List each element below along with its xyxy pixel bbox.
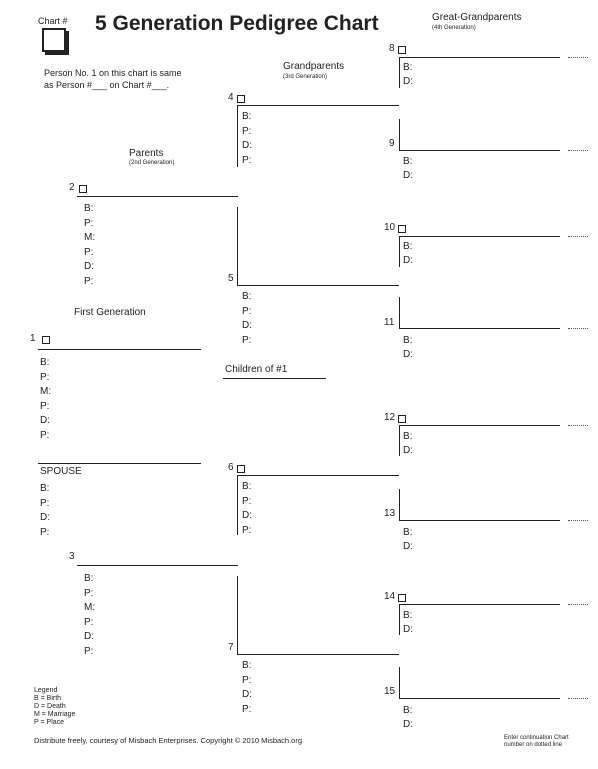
person-9-continuation[interactable] xyxy=(568,150,588,151)
person-12-name-line[interactable] xyxy=(399,425,560,426)
spouse-label: SPOUSE xyxy=(40,466,82,477)
great-grandparents-heading: Great-Grandparents xyxy=(432,12,522,23)
person-2-name-line[interactable] xyxy=(77,196,238,197)
chart-number-box[interactable] xyxy=(42,28,66,52)
spouse-name-line[interactable] xyxy=(38,463,201,464)
legend: Legend B = Birth D = Death M = Marriage P = Place xyxy=(34,687,76,726)
person-11-fields: B: D: xyxy=(403,335,413,360)
person-1-checkbox[interactable] xyxy=(40,336,50,347)
person-1-number: 1 xyxy=(30,333,36,344)
grandparents-heading: Grandparents xyxy=(283,61,345,72)
person-12-bracket xyxy=(399,425,400,456)
footer-credit: Distribute freely, courtesy of Misbach Enterprises. Copyright © 2010 Misbach.org xyxy=(34,736,303,745)
person-10-checkbox[interactable] xyxy=(396,225,406,236)
person-7-name-line[interactable] xyxy=(237,654,399,655)
person-11-bracket xyxy=(399,297,400,328)
person-11-number: 11 xyxy=(384,317,395,328)
person-12-fields: B: D: xyxy=(403,431,413,456)
parents-sub: (2nd Generation) xyxy=(129,160,175,166)
person-14-fields: B: D: xyxy=(403,610,413,635)
person-8-bracket xyxy=(399,57,400,88)
person-14-number: 14 xyxy=(384,591,396,602)
person-3-name-line[interactable] xyxy=(77,565,238,566)
person-6-fields: B: P: D: P: xyxy=(242,481,252,536)
person-14-name-line[interactable] xyxy=(399,604,560,605)
person-15-number: 15 xyxy=(384,686,396,697)
person-6-name-line[interactable] xyxy=(237,475,399,476)
children-heading: Children of #1 xyxy=(225,364,288,375)
person-8-checkbox[interactable] xyxy=(396,46,406,57)
person-6-number: 6 xyxy=(228,462,234,473)
person-3-number: 3 xyxy=(69,551,75,562)
person-5-fields: B: P: D: P: xyxy=(242,291,252,346)
person-10-fields: B: D: xyxy=(403,241,413,266)
parents-heading: Parents xyxy=(129,148,164,159)
person-7-fields: B: P: D: P: xyxy=(242,660,252,715)
person-9-number: 9 xyxy=(389,138,395,149)
person-7-number: 7 xyxy=(228,642,234,653)
person-note-line1: Person No. 1 on this chart is same xyxy=(44,68,182,78)
person-4-bracket xyxy=(237,105,238,167)
person-5-name-line[interactable] xyxy=(237,285,399,286)
person-15-name-line[interactable] xyxy=(399,698,560,699)
person-10-bracket xyxy=(399,236,400,267)
person-10-continuation[interactable] xyxy=(568,236,588,237)
person-15-bracket xyxy=(399,667,400,698)
chart-number-label: Chart # xyxy=(38,16,68,26)
person-9-fields: B: D: xyxy=(403,156,413,181)
person-15-continuation[interactable] xyxy=(568,698,588,699)
first-generation-heading: First Generation xyxy=(74,307,146,318)
person-13-bracket xyxy=(399,489,400,520)
person-11-name-line[interactable] xyxy=(399,328,560,329)
person-5-number: 5 xyxy=(228,273,234,284)
person-6-bracket xyxy=(237,475,238,535)
page-title: 5 Generation Pedigree Chart xyxy=(95,12,379,35)
person-2-number: 2 xyxy=(69,182,75,193)
person-13-fields: B: D: xyxy=(403,527,413,552)
person-4-name-line[interactable] xyxy=(237,105,399,106)
person-1-fields: B: P: M: P: D: P: xyxy=(40,357,52,441)
grandparents-sub: (3rd Generation) xyxy=(283,74,328,80)
person-13-number: 13 xyxy=(384,508,396,519)
footer-continuation-line1: Enter continuation Chart xyxy=(504,735,569,741)
person-12-number: 12 xyxy=(384,412,396,423)
person-13-continuation[interactable] xyxy=(568,520,588,521)
person-8-fields: B: D: xyxy=(403,62,413,87)
person-9-bracket xyxy=(399,119,400,150)
person-15-fields: B: D: xyxy=(403,705,413,730)
person-7-bracket xyxy=(237,576,238,654)
person-11-continuation[interactable] xyxy=(568,328,588,329)
children-line[interactable] xyxy=(223,378,326,379)
person-3-fields: B: P: M: P: D: P: xyxy=(84,573,96,657)
person-2-fields: B: P: M: P: D: P: xyxy=(84,203,96,287)
person-8-name-line[interactable] xyxy=(399,57,560,58)
person-1-name-line[interactable] xyxy=(38,349,201,350)
person-10-number: 10 xyxy=(384,222,396,233)
person-14-continuation[interactable] xyxy=(568,604,588,605)
great-grandparents-sub: (4th Generation) xyxy=(432,25,476,31)
person-4-number: 4 xyxy=(228,92,234,103)
person-10-name-line[interactable] xyxy=(399,236,560,237)
person-5-bracket xyxy=(237,207,238,285)
person-13-name-line[interactable] xyxy=(399,520,560,521)
person-4-fields: B: P: D: P: xyxy=(242,111,252,166)
person-14-bracket xyxy=(399,604,400,635)
person-9-name-line[interactable] xyxy=(399,150,560,151)
person-8-continuation[interactable] xyxy=(568,57,588,58)
spouse-fields: B: P: D: P: xyxy=(40,483,50,538)
person-8-number: 8 xyxy=(389,43,395,54)
footer-continuation-line2: number on dotted line xyxy=(504,742,563,748)
person-2-checkbox[interactable] xyxy=(77,185,87,196)
person-12-continuation[interactable] xyxy=(568,425,588,426)
person-note-line2: as Person #___ on Chart #___. xyxy=(44,80,170,90)
